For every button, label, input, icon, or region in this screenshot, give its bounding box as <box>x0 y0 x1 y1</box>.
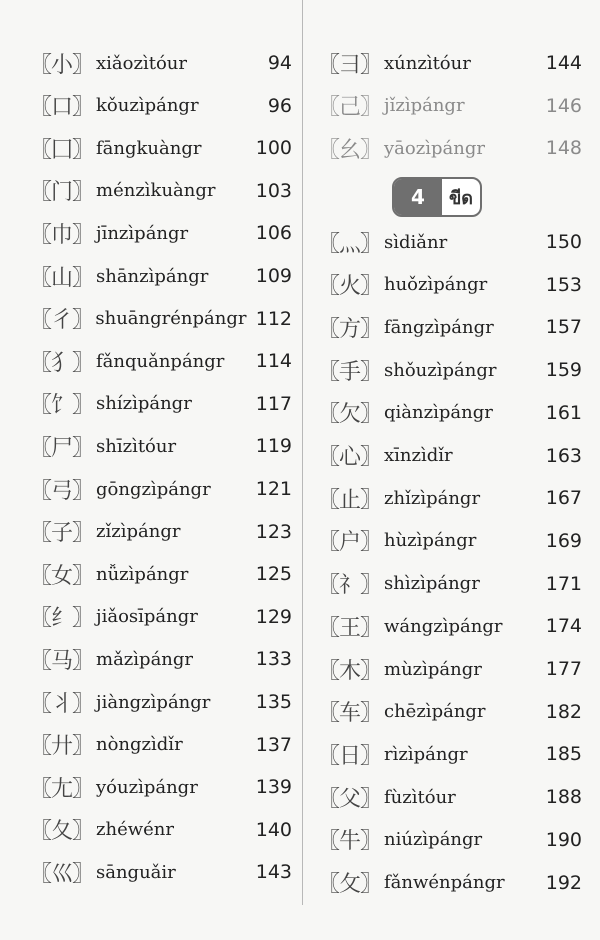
pinyin-name: mǎzìpángr <box>96 648 194 670</box>
radical: 〖巛〗 <box>30 861 94 887</box>
pinyin-name: rìzìpángr <box>384 743 468 765</box>
pinyin-name: shānzìpángr <box>96 265 209 287</box>
index-entry[interactable] <box>30 638 292 680</box>
index-entry[interactable] <box>30 42 292 84</box>
index-entry[interactable] <box>318 221 582 263</box>
pinyin-name: shìzìpángr <box>384 573 480 595</box>
page-number: 182 <box>545 700 582 723</box>
index-entry[interactable] <box>30 298 292 340</box>
radical: 〖灬〗 <box>318 231 382 257</box>
index-entry[interactable] <box>318 862 582 904</box>
radical: 〖礻〗 <box>318 573 382 599</box>
page-number: 192 <box>545 871 582 894</box>
pinyin-name: qiànzìpángr <box>384 402 493 424</box>
radical: 〖马〗 <box>30 648 94 674</box>
index-entry[interactable] <box>30 127 292 169</box>
page-number: 188 <box>545 786 582 809</box>
index-entry[interactable] <box>318 477 582 519</box>
page-number: 169 <box>545 529 582 552</box>
radical: 〖手〗 <box>318 359 382 385</box>
radical: 〖幺〗 <box>318 137 382 163</box>
radical: 〖尸〗 <box>30 435 94 461</box>
radical: 〖山〗 <box>30 265 94 291</box>
index-entry[interactable] <box>318 435 582 477</box>
page-number: 125 <box>255 563 292 586</box>
pinyin-name: chēzìpángr <box>384 701 486 723</box>
index-entry[interactable] <box>30 255 292 297</box>
radical: 〖彐〗 <box>318 52 382 78</box>
radical: 〖方〗 <box>318 316 382 342</box>
index-entry[interactable] <box>30 85 292 127</box>
radical: 〖户〗 <box>318 530 382 556</box>
pinyin-name: gōngzìpángr <box>96 478 211 500</box>
page-number: 140 <box>255 818 292 841</box>
page-number: 133 <box>255 648 292 671</box>
pinyin-name: fāngzìpángr <box>384 316 494 338</box>
radical: 〖彳〗 <box>30 308 94 334</box>
pinyin-name: zǐzìpángr <box>96 521 181 543</box>
index-entry[interactable] <box>318 392 582 434</box>
pinyin-name: niúzìpángr <box>384 829 483 851</box>
page-number: 129 <box>255 605 292 628</box>
page-number: 161 <box>545 401 582 424</box>
index-entry[interactable] <box>318 819 582 861</box>
index-entry[interactable] <box>30 340 292 382</box>
index-entry[interactable] <box>318 605 582 647</box>
pinyin-name: fāngkuàngr <box>96 137 202 159</box>
page-number: 109 <box>255 265 292 287</box>
radical: 〖子〗 <box>30 521 94 547</box>
pinyin-name: shīzìtóur <box>96 435 177 457</box>
pinyin-name: sìdiǎnr <box>384 231 448 253</box>
pinyin-name: ménzìkuàngr <box>96 180 216 202</box>
section-badge <box>392 177 482 217</box>
pinyin-name: fǎnwénpángr <box>384 872 505 893</box>
index-entry[interactable] <box>318 264 582 306</box>
index-entry[interactable] <box>318 85 582 127</box>
page-number: 112 <box>255 307 292 330</box>
radical: 〖尢〗 <box>30 776 94 802</box>
radical: 〖车〗 <box>318 701 382 727</box>
column-divider <box>302 0 303 905</box>
radical: 〖廾〗 <box>30 734 94 760</box>
pinyin-name: jǐzìpángr <box>384 95 465 117</box>
page-number: 150 <box>545 231 582 253</box>
index-entry[interactable] <box>318 42 582 84</box>
pinyin-name: xīnzìdǐr <box>384 445 453 466</box>
index-entry[interactable] <box>318 306 582 348</box>
page-number: 163 <box>545 444 582 467</box>
pinyin-name: shízìpángr <box>96 393 192 415</box>
index-entry[interactable] <box>30 425 292 467</box>
radical: 〖囗〗 <box>30 137 94 163</box>
radical: 〖饣〗 <box>30 393 94 419</box>
pinyin-name: nòngzìdǐr <box>96 734 183 756</box>
page-number: 146 <box>545 94 582 117</box>
index-entry[interactable] <box>318 733 582 775</box>
page-number: 94 <box>267 52 292 74</box>
index-entry[interactable] <box>318 691 582 733</box>
radical: 〖夂〗 <box>30 819 94 845</box>
pinyin-name: jīnzìpángr <box>96 222 189 244</box>
pinyin-name: wángzìpángr <box>384 615 503 637</box>
page-number: 148 <box>545 137 582 160</box>
page-number: 117 <box>255 392 292 415</box>
index-entry[interactable] <box>30 596 292 638</box>
pinyin-name: jiàngzìpángr <box>96 691 211 713</box>
radical: 〖小〗 <box>30 52 94 78</box>
index-entry[interactable] <box>30 766 292 808</box>
page-number: 144 <box>545 52 582 74</box>
index-entry[interactable] <box>30 851 292 893</box>
radical: 〖女〗 <box>30 563 94 589</box>
index-entry[interactable] <box>30 681 292 723</box>
pinyin-name: yóuzìpángr <box>96 776 198 798</box>
page-number: 100 <box>255 137 292 160</box>
radical: 〖日〗 <box>318 743 382 769</box>
radical: 〖欠〗 <box>318 402 382 428</box>
page-number: 119 <box>255 435 292 458</box>
radical: 〖牛〗 <box>318 829 382 855</box>
radical: 〖心〗 <box>318 445 382 470</box>
radical: 〖纟〗 <box>30 606 94 632</box>
pinyin-name: xiǎozìtóur <box>96 52 187 74</box>
radical: 〖巾〗 <box>30 222 94 248</box>
page-number: 139 <box>255 776 292 799</box>
page-number: 153 <box>545 273 582 296</box>
index-entry[interactable] <box>318 776 582 818</box>
page-number: 174 <box>545 615 582 638</box>
pinyin-name: sānguǎir <box>96 861 176 883</box>
page-number: 103 <box>255 179 292 202</box>
index-entry[interactable] <box>318 349 582 391</box>
page-number: 96 <box>267 94 292 117</box>
page-number: 143 <box>255 861 292 884</box>
page-number: 121 <box>255 478 292 500</box>
page-number: 159 <box>545 359 582 382</box>
index-entry[interactable] <box>30 511 292 553</box>
section-number: 4 <box>394 179 442 215</box>
pinyin-name: shuāngrénpángr <box>95 308 247 330</box>
pinyin-name: xúnzìtóur <box>384 52 471 74</box>
index-entry[interactable] <box>30 468 292 510</box>
index-entry[interactable] <box>30 724 292 766</box>
index-entry[interactable] <box>30 553 292 595</box>
pinyin-name: jiǎosīpángr <box>96 606 198 628</box>
radical: 〖木〗 <box>318 658 382 684</box>
radical: 〖口〗 <box>30 95 94 121</box>
pinyin-name: hùzìpángr <box>384 530 477 552</box>
page-number: 114 <box>255 350 292 373</box>
index-entry[interactable] <box>318 127 582 169</box>
radical: 〖父〗 <box>318 786 382 812</box>
pinyin-name: yāozìpángr <box>384 137 485 159</box>
page-number: 106 <box>255 222 292 245</box>
radical: 〖弓〗 <box>30 478 94 504</box>
pinyin-name: zhéwénr <box>96 819 174 841</box>
page-number: 185 <box>545 743 582 766</box>
page-number: 177 <box>545 658 582 680</box>
index-entry[interactable] <box>318 520 582 562</box>
radical: 〖火〗 <box>318 274 382 300</box>
page-number: 167 <box>545 487 582 510</box>
page-number: 171 <box>545 572 582 595</box>
page-number: 190 <box>545 828 582 851</box>
index-entry[interactable] <box>30 383 292 425</box>
radical: 〖己〗 <box>318 95 382 121</box>
page-number: 135 <box>255 691 292 713</box>
radical: 〖丬〗 <box>30 691 94 717</box>
pinyin-name: kǒuzìpángr <box>96 95 199 117</box>
pinyin-name: huǒzìpángr <box>384 274 488 296</box>
radical: 〖犭〗 <box>30 350 94 376</box>
page-number: 137 <box>255 733 292 756</box>
pinyin-name: shǒuzìpángr <box>384 359 497 381</box>
pinyin-name: zhǐzìpángr <box>384 487 481 509</box>
index-entry[interactable] <box>30 809 292 851</box>
radical: 〖攵〗 <box>318 872 382 897</box>
pinyin-name: mùzìpángr <box>384 658 482 680</box>
page-number: 157 <box>545 316 582 339</box>
section-label: ขีด <box>449 187 473 209</box>
pinyin-name: fùzìtóur <box>384 786 456 808</box>
radical: 〖止〗 <box>318 487 382 513</box>
radical: 〖王〗 <box>318 615 382 641</box>
pinyin-name: nǚzìpángr <box>96 563 189 585</box>
index-entry[interactable] <box>30 212 292 254</box>
radical: 〖门〗 <box>30 180 94 206</box>
page-number: 123 <box>255 520 292 543</box>
index-entry[interactable] <box>30 170 292 212</box>
pinyin-name: fǎnquǎnpángr <box>96 350 225 372</box>
index-entry[interactable] <box>318 648 582 690</box>
index-entry[interactable] <box>318 563 582 605</box>
